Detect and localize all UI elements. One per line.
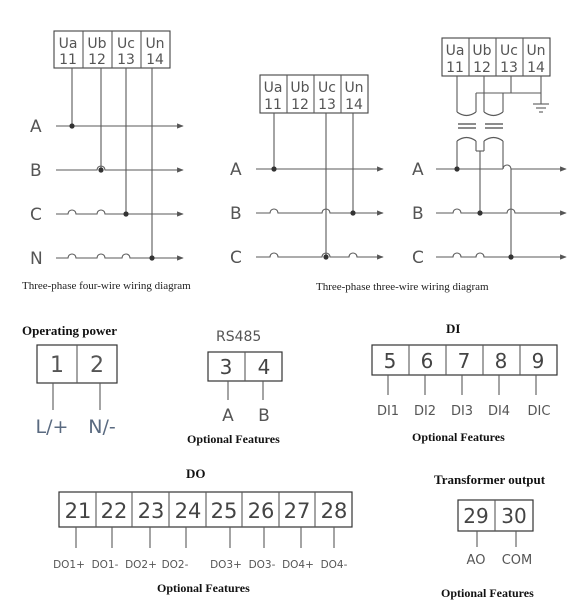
- do-block: [53, 466, 352, 595]
- terminal-name: Ua: [58, 36, 78, 52]
- terminal-number: 9: [531, 349, 545, 373]
- terminal-name: Un: [145, 36, 165, 52]
- phase-label-c: C: [30, 205, 42, 225]
- terminal-name: Uc: [318, 80, 336, 96]
- terminal-number: 14: [146, 52, 164, 68]
- di-note: Optional Features: [412, 430, 505, 444]
- terminal-number: 14: [527, 60, 545, 76]
- terminal-number: 4: [257, 355, 271, 379]
- terminal-number: 5: [383, 349, 397, 373]
- four-wire-diagram: [22, 31, 191, 292]
- pt-wiring-diagram: [412, 38, 566, 268]
- terminal-name: Uc: [117, 36, 135, 52]
- do-note: Optional Features: [157, 581, 250, 595]
- terminal-name: Ua: [445, 43, 465, 59]
- three-wire-caption: Three-phase three-wire wiring diagram: [316, 281, 489, 293]
- power-label: L/+: [35, 416, 69, 438]
- terminal-number: 3: [219, 355, 233, 379]
- do-label: DO4-: [320, 559, 348, 571]
- di-title: DI: [446, 321, 461, 336]
- operating-power-title: Operating power: [22, 323, 117, 338]
- terminal-number: 13: [117, 52, 135, 68]
- terminal-number: 12: [473, 60, 491, 76]
- do-label: DO3-: [248, 559, 276, 571]
- three-wire-diagram: [230, 75, 489, 293]
- rs485-title: RS485: [216, 329, 262, 345]
- terminal-number: 13: [500, 60, 518, 76]
- di-label: DI2: [413, 404, 437, 419]
- rs485-note: Optional Features: [187, 432, 280, 446]
- terminal-name: Uc: [500, 43, 518, 59]
- terminal-name: Ub: [472, 43, 492, 59]
- terminal-name: Un: [526, 43, 546, 59]
- phase-label-a: A: [412, 160, 424, 180]
- terminal-number: 29: [463, 504, 489, 528]
- terminal-number: 28: [320, 499, 348, 523]
- do-label: DO3+: [210, 559, 242, 571]
- operating-power-block: [22, 323, 117, 438]
- terminal-number: 21: [64, 499, 92, 523]
- terminal-number: 6: [420, 349, 434, 373]
- phase-label-b: B: [230, 204, 242, 224]
- do-label: DO1-: [91, 559, 119, 571]
- phase-label-a: A: [30, 117, 42, 137]
- terminal-number: 25: [210, 499, 238, 523]
- terminal-number: 13: [318, 97, 336, 113]
- transformer-output-title: Transformer output: [434, 472, 546, 487]
- di-block: [372, 321, 557, 444]
- do-title: DO: [186, 466, 206, 481]
- do-label: DO4+: [282, 559, 314, 571]
- terminal-number: 27: [283, 499, 311, 523]
- terminal-number: 12: [291, 97, 309, 113]
- power-label: N/-: [88, 416, 116, 438]
- transformer-label: AO: [466, 553, 486, 568]
- terminal-number: 2: [90, 353, 104, 378]
- terminal-number: 14: [345, 97, 363, 113]
- rs485-label: A: [222, 406, 234, 426]
- transformer-output-block: [434, 472, 546, 600]
- terminal-number: 11: [59, 52, 77, 68]
- terminal-number: 12: [88, 52, 106, 68]
- terminal-number: 11: [446, 60, 464, 76]
- phase-label-c: C: [230, 248, 242, 268]
- four-wire-caption: Three-phase four-wire wiring diagram: [22, 280, 191, 292]
- phase-label-n: N: [30, 249, 43, 269]
- phase-label-b: B: [30, 161, 42, 181]
- rs485-block: [187, 329, 282, 446]
- rs485-label: B: [258, 406, 270, 426]
- terminal-name: Ua: [263, 80, 283, 96]
- terminal-name: Ub: [290, 80, 310, 96]
- terminal-name: Un: [344, 80, 364, 96]
- terminal-number: 7: [457, 349, 471, 373]
- transformer-note: Optional Features: [441, 586, 534, 600]
- terminal-number: 11: [264, 97, 282, 113]
- terminal-number: 1: [50, 353, 64, 378]
- terminal-name: Ub: [87, 36, 107, 52]
- di-label: DI1: [376, 404, 400, 419]
- transformer-label: COM: [501, 553, 533, 568]
- di-label: DI4: [487, 404, 511, 419]
- phase-label-a: A: [230, 160, 242, 180]
- terminal-number: 24: [174, 499, 202, 523]
- phase-label-b: B: [412, 204, 424, 224]
- terminal-number: 23: [137, 499, 165, 523]
- do-label: DO2+: [125, 559, 157, 571]
- di-label: DIC: [527, 404, 551, 419]
- di-label: DI3: [450, 404, 474, 419]
- terminal-number: 8: [494, 349, 508, 373]
- do-label: DO1+: [53, 559, 85, 571]
- terminal-number: 26: [247, 499, 275, 523]
- phase-label-c: C: [412, 248, 424, 268]
- terminal-number: 30: [501, 504, 527, 528]
- do-label: DO2-: [161, 559, 189, 571]
- terminal-number: 22: [100, 499, 128, 523]
